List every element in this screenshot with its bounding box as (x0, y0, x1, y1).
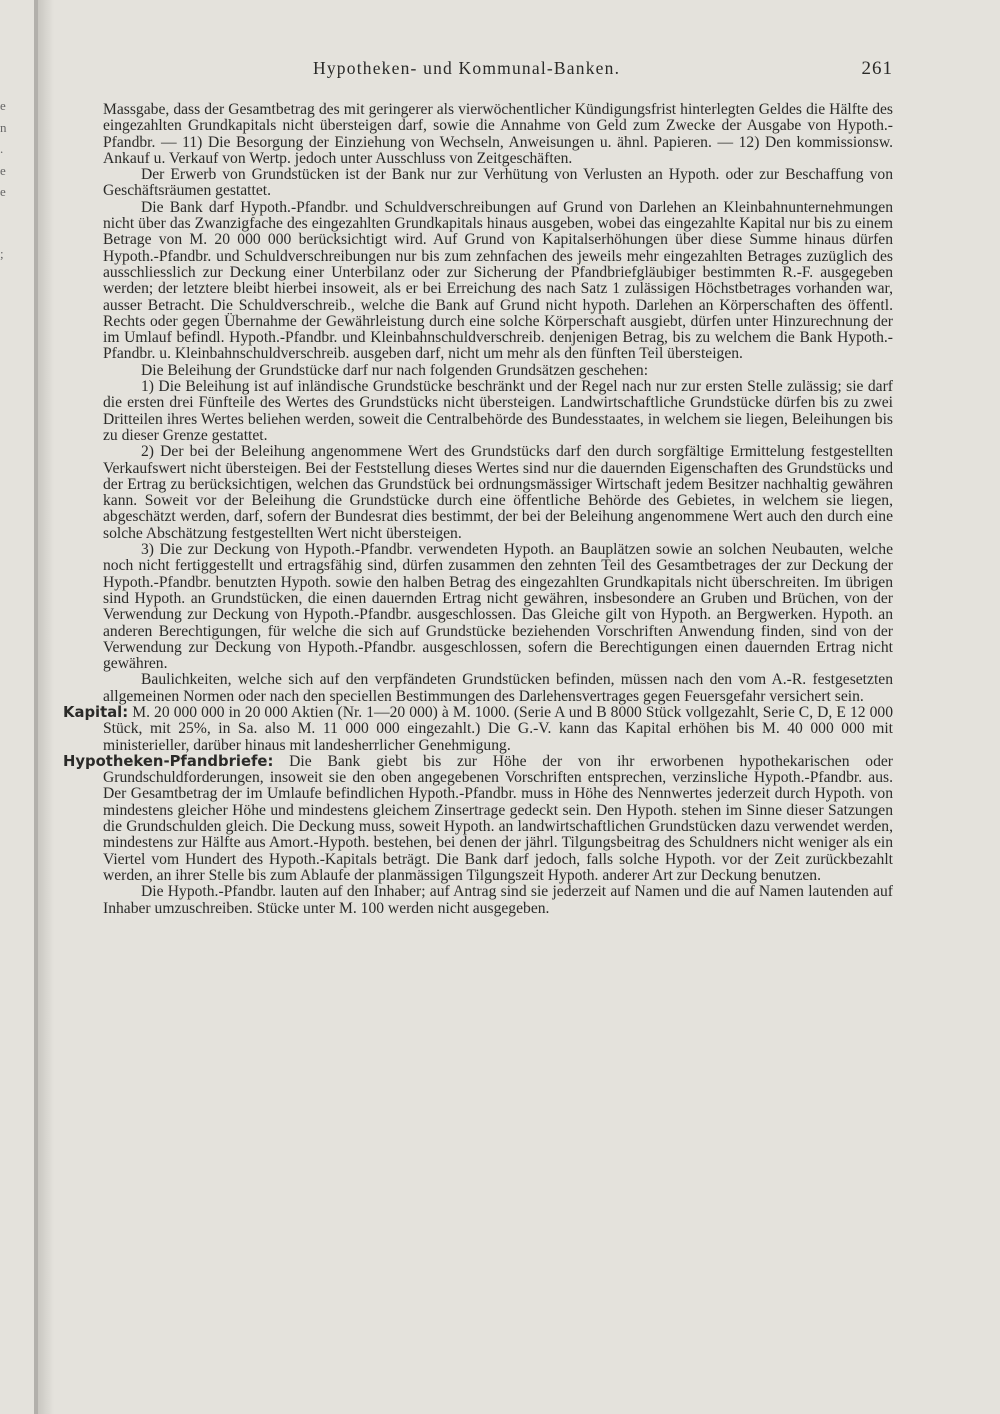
margin-mark: e (0, 184, 6, 200)
paragraph: Die Hypoth.-Pfandbr. lauten auf den Inhaber; auf Antrag sind sie jederzeit auf Namen und die auf Namen lautenden auf Inhaber umzuschreiben. Stücke unter M. 100 werden nicht ausgegeben. (103, 883, 893, 917)
page-number: 261 (861, 58, 893, 79)
margin-mark: e (0, 162, 6, 178)
paragraph: Baulichkeiten, welche sich auf den verpfändeten Grundstücken befinden, müssen nach den vom A.-R. festgesetzten allgemeinen Normen oder nach den speciellen Bestimmungen des Darlehensvertrages gegen Feuersgefahr versichert sein. (103, 671, 893, 705)
section-paragraph-kapital (63, 703, 893, 754)
margin-mark: n (0, 119, 7, 135)
paragraph: Massgabe, dass der Gesamtbetrag des mit geringerer als vierwöchentlicher Kündigungsfrist hinterlegten Geldes die Hälfte des eingezahlten Grundkapitals nicht übersteigen darf, sowie die Annahme von Geld zum Zwecke der Ausgabe von Hypoth.-Pfandbr. — 11) Die Besorgung der Einziehung von Wechseln, Anweisungen u. ähnl. Papieren. — 12) Den kommissionsw. Ankauf u. Verkauf von Wertp. jedoch unter Ausschluss von Zeitgeschäften. (103, 101, 893, 167)
running-title: Hypotheken- und Kommunal-Banken. (313, 58, 621, 78)
section-label-pfandbriefe: Hypotheken-Pfandbriefe: (63, 752, 274, 770)
margin-bleed-marks (0, 95, 16, 265)
paragraph: 2) Der bei der Beleihung angenommene Wert des Grundstücks darf den durch sorgfältige Ermittelung festgestellten Verkaufswert nicht übersteigen. Bei der Feststellung dieses Wertes sind nur die dauernden Eigenschaften des Grundstücks und der Ertrag zu berücksichtigen, welchen das Grundstück bei ordnungsmässiger Wirtschaft jedem Besitzer nachhaltig gewähren kann. Soweit vor der Beleihung die Grundstücke durch eine öffentliche Behörde des Gebietes, in welchem sie liegen, abgeschätzt werden, darf, sofern der Bundesrat dies bestimmt, der bei der Beleihung angenommene Wert auch den durch eine solche Abschätzung festgestellten Wert nicht übersteigen. (103, 443, 893, 542)
section-paragraph-pfandbriefe (63, 752, 894, 884)
paragraph: Die Bank darf Hypoth.-Pfandbr. und Schuldverschreibungen auf Grund von Darlehen an Kleinbahnunternehmungen nicht über das Zwanzigfache des eingezahlten Grundkapitals hinaus ausgeben, wobei das eingezahlte Kapital nur bis zu einem Betrage von M. 20 000 000 berücksichtigt wird. Auf Grund von Kapitalserhöhungen über diese Summe hinaus dürfen Hypoth.-Pfandbr. und Schuldverschreibungen nur bis zum zehnfachen des jeweils mehr eingezahlten Betrages zuzüglich des ausschliesslich zur Deckung einer Unterbilanz oder zur Sicherung der Pfandbriefgläubiger bestimmten R.-F. ausgegeben werden; der letztere bleibt hierbei insoweit, als er bei Erreichung des nach Satz 1 zulässigen Höchstbetrages vorhanden war, ausser Betracht. Die Schuldverschreib., welche die Bank auf Grund nicht hypoth. Darlehen an Körperschaften des öffentl. Rechts oder gegen Übernahme der Gewährleistung durch eine solche Körperschaft ausgiebt, dürfen unter Hinzurechnung der im Umlauf befindl. Hypoth.-Pfandbr. und Kleinbahnschuldverschreib. denjenigen Betrag, bis zu welchem die Bank Hypoth.-Pfandbr. u. Kleinbahnschuldverschreib. ausgeben darf, nicht um mehr als den fünften Teil übersteigen. (103, 198, 893, 363)
paragraph: 3) Die zur Deckung von Hypoth.-Pfandbr. verwendeten Hypoth. an Bauplätzen sowie an solchen Neubauten, welche noch nicht fertiggestellt und ertragsfähig sind, dürfen zusammen den zehnten Teil des Gesamtbetrages der zur Deckung der Hypoth.-Pfandbr. benutzten Hypoth. sowie den halben Betrag des eingezahlten Grundkapitals nicht überschreiten. Im übrigen sind Hypoth. an Grundstücken, die einen dauernden Ertrag nicht gewähren, insbesondere an Gruben und Brüchen, von der Verwendung zur Deckung von Hypoth.-Pfandbr. ausgeschlossen. Das Gleiche gilt von Hypoth. an Bergwerken. Hypoth. an anderen Berechtigungen, für welche die sich auf Grundstücke beziehenden Vorschriften Anwendung finden, sind von der Verwendung zur Deckung von Hypoth.-Pfandbr. ausgeschlossen, sofern die Berechtigungen einen dauernden Ertrag nicht gewähren. (103, 541, 893, 673)
section-label-kapital: Kapital: (63, 703, 129, 721)
margin-mark: e (0, 98, 6, 113)
section-text: M. 20 000 000 in 20 000 Aktien (Nr. 1—20 000) à M. 1000. (Serie A und B 8000 Stück vollgezahlt, Serie C, D, E 12 000 Stück, mit 25%, in Sa. also M. 11 000 000 eingezahlt.) Die G.-V. kann das Kapital erhöhen bis M. 40 000 000 mit ministerieller, darüber hinaus mit landesherrlicher Genehmigung. (103, 703, 893, 754)
margin-mark: ; (0, 245, 4, 261)
paragraph: 1) Die Beleihung ist auf inländische Grundstücke beschränkt und der Regel nach nur zur ersten Stelle zulässig; sie darf die ersten drei Fünfteile des Wertes des Grundstücks nicht übersteigen. Landwirtschaftliche Grundstücke dürfen bis zu zwei Dritteilen ihres Wertes beliehen werden, soweit die Centralbehörde des Bundesstaates, in welchem sie liegen, Beleihungen bis zu dieser Grenze gestattet. (103, 378, 893, 444)
running-header (103, 58, 893, 88)
page-fold-gradient (38, 0, 54, 1414)
paragraph: Der Erwerb von Grundstücken ist der Bank nur zur Verhütung von Verlusten an Hypoth. oder zur Beschaffung von Geschäftsräumen gestattet. (103, 166, 893, 200)
section-text: Die Bank giebt bis zur Höhe der von ihr erworbenen hypothekarischen oder Grundschuldforderungen, insoweit sie den oben angegebenen Vorschriften entsprechen, verzinsliche Hypoth.-Pfandbr. aus. Der Gesamtbetrag der im Umlaufe befindlichen Hypoth.-Pfandbr. muss in Höhe des Nennwertes jederzeit durch Hypoth. von mindestens gleicher Höhe und mindestens gleichem Zinsertrage gedeckt sein. Den Hypoth. stehen im Sinne dieser Satzungen die Grundschulden gleich. Die Deckung muss, soweit Hypoth. an landwirtschaftlichen Grundstücken dazu verwendet werden, mindestens zur Hälfte aus Amort.-Hypoth. bestehen, bei denen der jährl. Tilgungsbeitrag des Schuldners nicht weniger als ein Viertel vom Hundert des Hypoth.-Kapitals beträgt. Die Bank darf jedoch, falls solche Hypoth. vor der Zeit zurückbezahlt werden, an ihrer Stelle bis zum Ablaufe der planmässigen Tilgungszeit Hypoth. anderer Art zur Deckung benutzen. (103, 752, 894, 884)
page-body (63, 101, 894, 917)
margin-mark: . (0, 141, 4, 157)
paragraph: Die Beleihung der Grundstücke darf nur nach folgenden Grundsätzen geschehen: (141, 361, 649, 379)
